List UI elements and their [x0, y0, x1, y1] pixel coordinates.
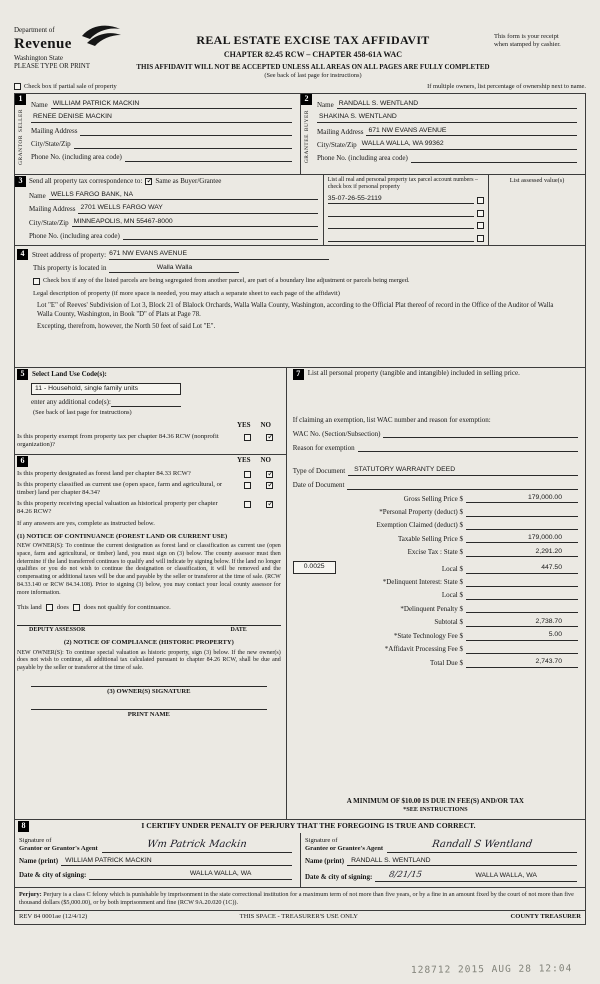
current-use-checkboxes: [237, 481, 281, 489]
historic-no-checkbox[interactable]: [266, 501, 273, 508]
land-use-code-box[interactable]: [31, 383, 181, 395]
personal-property-deduct-value[interactable]: [466, 508, 578, 517]
buyer-label: BUYER: [304, 110, 311, 132]
certify-row: [15, 820, 585, 833]
exempt-question: Is this property exempt from property tax per chapter 84.36 RCW (nonprofit organization)?: [17, 432, 219, 448]
money-row: [293, 631, 578, 640]
segregated-line: [33, 277, 577, 286]
excise-tax-state-label: Excise Tax : State $: [407, 548, 463, 557]
excise-tax-state-value[interactable]: 2,291.20: [466, 548, 578, 557]
land-use-header: [17, 369, 281, 380]
current-use-question-row: [17, 481, 281, 497]
seller-city-line: [31, 140, 292, 149]
excise-tax-local-label: Local $: [441, 565, 463, 574]
seller-mailing-line: [31, 127, 292, 136]
seller-phone-line: [31, 153, 292, 162]
dor-logo: [14, 26, 132, 62]
header-titles: [132, 26, 494, 60]
seller-side-label: [15, 94, 28, 170]
historic-question-row: [17, 500, 281, 516]
header-instruction-row: [14, 63, 586, 80]
grantee-date-label: Date & city of signing:: [305, 872, 373, 881]
current-use-no-checkbox[interactable]: [266, 482, 273, 489]
form-chapter: CHAPTER 82.45 RCW – CHAPTER 458-61A WAC: [223, 50, 403, 59]
section-8-number: 8: [18, 821, 29, 832]
same-as-buyer-label: Same as Buyer/Grantee: [155, 176, 222, 185]
corr-phone-line: [29, 231, 318, 240]
receipt-note-line2: when stamped by cashier.: [494, 41, 561, 49]
no-header-2: NO: [260, 455, 271, 464]
exemption-claimed-value[interactable]: [466, 521, 578, 530]
legal-description-excepting: Excepting, therefrom, however, the North 50 feet of said Lot "E".: [37, 323, 216, 331]
grantee-label: GRANTEE: [304, 134, 311, 164]
yes-header-2: YES: [236, 455, 251, 464]
deputy-assessor-label: DEPUTY ASSESSOR: [29, 626, 86, 633]
grantee-signature-block: [300, 833, 585, 887]
money-row-local-rate: [293, 561, 578, 573]
located-label: This property is located in: [33, 264, 107, 273]
owners-signature-line[interactable]: [31, 686, 267, 687]
same-as-buyer-checkbox[interactable]: [145, 178, 152, 185]
section-1-number: 1: [15, 94, 26, 105]
seller-name2-line: [31, 113, 292, 122]
section-2-number: 2: [301, 94, 312, 105]
seller-name2-value[interactable]: RENEE DENISE MACKIN: [31, 113, 292, 122]
grantor-signature-block: [15, 833, 300, 887]
forest-land-checkboxes: [237, 470, 281, 478]
buyer-mailing-line: [317, 127, 577, 136]
total-due-value[interactable]: 2,743.70: [466, 658, 578, 667]
historic-yes-checkbox[interactable]: [244, 501, 251, 508]
yes-header: YES: [236, 420, 251, 429]
rev-number: REV 84 0001ae (12/4/12): [19, 912, 88, 920]
reason-label: Reason for exemption: [292, 443, 355, 452]
partial-sale-label: Check box if partial sale of property: [24, 82, 117, 90]
grantee-signature-field[interactable]: [387, 839, 577, 853]
money-row: [293, 645, 578, 654]
parcel-number-value-3[interactable]: [328, 220, 474, 229]
corr-name-label: Name: [29, 191, 46, 200]
revenue-swoosh-icon: [80, 23, 122, 49]
money-row: [293, 604, 578, 613]
delinquent-interest-state-value[interactable]: [466, 578, 578, 587]
logo-revenue-line: Revenue: [14, 35, 72, 52]
grantee-name-line: [305, 857, 577, 866]
delinquent-penalty-value[interactable]: [466, 604, 578, 613]
perjury-text: Perjury is a class C felony which is punishable by imprisonment in the state correctional institution for a maximum term of not more than five years, or by a fine in an amount fixed by the court of not more than five thousand dollars ($5,000.00), or by both imprisonment and fine (RCW 9A.20.020 (1C)).: [19, 890, 574, 906]
exempt-question-row: [17, 433, 281, 449]
assessed-values-column: [488, 175, 585, 245]
multi-owner-note: If multiple owners, list percentage of ownership next to name.: [427, 82, 586, 90]
grantee-name-value[interactable]: RANDALL S. WENTLAND: [347, 857, 577, 866]
grantor-sig-label: [19, 837, 102, 852]
exemption-claimed-label: Exemption Claimed (deduct) $: [376, 521, 463, 530]
corr-city-line: [29, 218, 318, 227]
seller-mailing-label: Mailing Address: [31, 127, 78, 136]
county-treasurer-label: COUNTY TREASURER: [510, 912, 581, 920]
reason-value[interactable]: [358, 443, 578, 452]
corr-phone-value[interactable]: [123, 231, 318, 240]
exempt-checkboxes: [237, 433, 281, 441]
exempt-yes-checkbox[interactable]: [244, 434, 251, 441]
additional-codes-value[interactable]: [111, 398, 181, 407]
money-row: [293, 494, 578, 503]
date-label: DATE: [230, 626, 247, 633]
wac-label: WAC No. (Section/Subsection): [292, 429, 381, 438]
section-1-seller: [15, 94, 300, 174]
historic-checkboxes: [237, 500, 281, 508]
parcel-row: [328, 195, 484, 204]
buyer-phone-line: [317, 154, 577, 163]
located-value[interactable]: Walla Walla: [109, 264, 239, 273]
partial-sale-row: [14, 83, 586, 91]
receipt-note: [494, 26, 586, 49]
buyer-city-line: [317, 140, 577, 149]
notice-compliance-text: NEW OWNER(S): To continue special valuation as historic property, sign (3) below. If the new owner(s) does not wish to continue, all additional tax calculated pursuant to chapter 84.26 RCW, shall be due and payable by the seller or transferor at the time of sale.: [17, 649, 281, 672]
legal-description-label: Legal description of property (if more space is needed, you may attach a separate sheet to each page of the affidavit): [33, 289, 340, 297]
exempt-no-checkbox[interactable]: [266, 434, 273, 441]
additional-codes-label: enter any additional code(s):: [31, 398, 111, 407]
grantee-signature-line: [305, 835, 577, 853]
forest-land-question-row: [17, 470, 281, 478]
doc-type-label: Type of Document: [292, 466, 346, 475]
buyer-name2-value[interactable]: SHAKINA S. WENTLAND: [317, 113, 577, 122]
minimum-fee-note: [293, 789, 578, 814]
grantor-name-line: [19, 857, 292, 866]
if-yes-note: If any answers are yes, complete as instructed below.: [17, 519, 155, 527]
section-2-buyer: [300, 94, 585, 174]
subtotal-label: Subtotal $: [434, 618, 463, 627]
forest-no-checkbox[interactable]: [266, 471, 273, 478]
reason-line: [293, 443, 578, 452]
local-rate-box[interactable]: 0.0025: [293, 561, 336, 573]
grantor-date-line: [19, 870, 292, 880]
middle-sections-row: [15, 367, 585, 819]
buyer-city-value[interactable]: WALLA WALLA, WA 99362: [360, 140, 577, 149]
grantee-date-value[interactable]: [375, 870, 435, 882]
sec5-see-back: (See back of last page for instructions): [33, 408, 132, 416]
money-row: [293, 521, 578, 530]
see-back-line: (See back of last page for instructions): [264, 72, 362, 79]
corr-phone-label: Phone No. (including area code): [29, 231, 120, 240]
section-6-number: 6: [17, 456, 28, 467]
delinquent-interest-state-label: *Delinquent Interest: State $: [382, 578, 463, 587]
parcel-number-value-4[interactable]: [328, 233, 474, 242]
logo-state-line: Washington State: [14, 53, 64, 62]
money-row: [293, 591, 578, 600]
seller-city-value[interactable]: [74, 140, 292, 149]
corr-mailing-value[interactable]: 2701 WELLS FARGO WAY: [78, 204, 317, 213]
affidavit-processing-fee-value[interactable]: [466, 645, 578, 654]
grantor-city-value[interactable]: WALLA WALLA, WA: [149, 870, 292, 879]
section-4-number: 4: [17, 249, 28, 260]
exemption-intro: If claiming an exemption, list WAC number and reason for exemption:: [292, 415, 491, 424]
personal-property-checkbox-2[interactable]: [477, 210, 484, 217]
grantor-sig-label-1: Signature of: [19, 837, 52, 845]
buyer-city-label: City/State/Zip: [317, 141, 357, 150]
section-7-number: 7: [293, 369, 304, 380]
legal-description-text: Lot "E" of Reeves' Subdivision of Lot 3, Block 21 of Blalock Orchards, Walla Walla County, Washington, according to the Official Plat thereof of record in the Office of the Auditor of Walla Walla County, Washington, in Book "D" of Plats at Page 78.: [37, 302, 554, 318]
state-technology-fee-value[interactable]: 5.00: [466, 631, 578, 640]
affidavit-form: [14, 93, 586, 925]
certify-statement: I CERTIFY UNDER PENALTY OF PERJURY THAT THE FOREGOING IS TRUE AND CORRECT.: [141, 821, 476, 831]
corr-city-value[interactable]: MINNEAPOLIS, MN 55467-8000: [72, 218, 318, 227]
partial-sale-checkbox[interactable]: [14, 83, 21, 90]
sec5-yes-no-header: [17, 421, 281, 430]
owners-signature-label: (3) OWNER(S) SIGNATURE: [107, 687, 191, 695]
parcel-row: [328, 220, 484, 229]
money-row: [293, 578, 578, 587]
deputy-assessor-labels: [17, 626, 281, 635]
current-use-yes-checkbox[interactable]: [244, 482, 251, 489]
excise-tax-local-value[interactable]: 447.50: [466, 564, 578, 573]
grantor-name-label: Name (print): [19, 857, 59, 866]
grantee-date-handwriting: 8/21/15: [388, 869, 423, 880]
total-due-label: Total Due $: [430, 658, 463, 667]
state-technology-fee-label: *State Technology Fee $: [393, 631, 463, 640]
seller-mailing-value[interactable]: [80, 127, 292, 136]
seller-phone-label: Phone No. (including area code): [31, 153, 122, 162]
notice-continuance-title: (1) NOTICE OF CONTINUANCE (FOREST LAND OR CURRENT USE): [17, 532, 228, 540]
gross-selling-price-value[interactable]: 179,000.00: [466, 494, 578, 503]
section-8-certification: [15, 819, 585, 887]
parcel-row: [328, 208, 484, 217]
warning-wrap: [132, 63, 494, 80]
left-column: [15, 368, 286, 819]
delinquent-interest-local-value[interactable]: [466, 591, 578, 600]
perjury-label: Perjury:: [19, 890, 42, 898]
money-row: [293, 658, 578, 667]
grantee-sig-label: [305, 837, 387, 852]
type-or-print-label: PLEASE TYPE OR PRINT: [14, 63, 90, 71]
grantor-signature-field[interactable]: [102, 839, 292, 853]
doc-date-value[interactable]: [347, 481, 578, 490]
segregated-label: Check box if any of the listed parcels are being segregated from another parcel, are part of a boundary line adjustment or parcels being merged.: [43, 276, 410, 284]
form-title: REAL ESTATE EXCISE TAX AFFIDAVIT: [196, 33, 430, 47]
notice-compliance-title: (2) NOTICE OF COMPLIANCE (HISTORIC PROPERTY): [63, 639, 234, 647]
seller-name-label: Name: [31, 100, 48, 109]
taxable-selling-price-label: Taxable Selling Price $: [397, 534, 463, 543]
personal-property-header: [293, 369, 578, 380]
gross-selling-price-label: Gross Selling Price $: [403, 494, 463, 503]
parcel-row: [328, 233, 484, 242]
buyer-mailing-value[interactable]: 671 NW EVANS AVENUE: [366, 127, 577, 136]
grantor-signature: Wm Patrick Mackin: [146, 839, 248, 850]
does-label: does: [56, 603, 69, 611]
forest-land-question: Is this property designated as forest land per chapter 84.33 RCW?: [17, 469, 191, 477]
grantor-sig-label-2: Grantor or Grantor's Agent: [19, 844, 98, 852]
seller-name-line: [31, 100, 292, 109]
corr-city-label: City/State/Zip: [29, 218, 69, 227]
sec6-yes-no-header: [28, 456, 281, 465]
does-checkbox[interactable]: [46, 604, 53, 611]
located-line: [33, 264, 577, 273]
send-correspondence-label: Send all property tax correspondence to:: [29, 176, 143, 185]
see-instructions-line: *SEE INSTRUCTIONS: [403, 805, 468, 813]
personal-property-checkbox-4[interactable]: [477, 235, 484, 242]
grantee-sig-label-1: Signature of: [305, 837, 338, 845]
seller-name-value[interactable]: WILLIAM PATRICK MACKIN: [51, 100, 292, 109]
taxable-selling-price-value[interactable]: 179,000.00: [466, 534, 578, 543]
print-name-label: PRINT NAME: [127, 711, 170, 719]
personal-property-blank-area[interactable]: [293, 380, 578, 416]
treasurer-space-label: THIS SPACE - TREASURER'S USE ONLY: [239, 912, 358, 920]
perjury-notice: [15, 887, 585, 910]
section-5-number: 5: [17, 369, 28, 380]
seller-city-label: City/State/Zip: [31, 140, 71, 149]
grantor-date-label: Date & city of signing:: [19, 870, 87, 879]
grantor-date-value[interactable]: [89, 870, 149, 880]
grantor-label: GRANTOR: [18, 134, 25, 165]
section-5-land-use: [15, 368, 286, 454]
corr-mailing-line: [29, 204, 318, 213]
street-address-label: Street address of property:: [32, 250, 107, 259]
wac-line: [293, 429, 578, 438]
seller-buyer-row: [15, 94, 585, 174]
does-not-label: does not qualify for continuance.: [83, 603, 171, 611]
seller-label: SELLER: [18, 108, 25, 132]
correspondence-header: [15, 176, 318, 187]
receipt-note-line1: This form is your receipt: [494, 33, 559, 40]
buyer-fields: [314, 94, 577, 170]
section-7-tax: [286, 368, 585, 819]
street-address-line: [17, 249, 577, 260]
delinquent-penalty-label: *Delinquent Penalty $: [400, 604, 463, 613]
cashier-stamp: 128712 2015 AUG 28 12:04: [410, 963, 573, 976]
section-3-number: 3: [15, 176, 26, 187]
no-header: NO: [260, 420, 271, 429]
warning-line: THIS AFFIDAVIT WILL NOT BE ACCEPTED UNLESS ALL AREAS ON ALL PAGES ARE FULLY COMPLETED: [136, 63, 490, 72]
forest-yes-checkbox[interactable]: [244, 471, 251, 478]
corr-name-value[interactable]: WELLS FARGO BANK, NA: [49, 191, 318, 200]
historic-question: Is this property receiving special valuation as historical property per chapter 84.26 RCW?: [17, 500, 218, 516]
land-use-code-value: 11 - Household, single family units: [35, 384, 139, 392]
street-address-value[interactable]: 671 NW EVANS AVENUE: [109, 250, 329, 259]
parcel-number-value[interactable]: 35-07-26-55-2119: [328, 195, 474, 204]
corr-mailing-label: Mailing Address: [29, 205, 76, 214]
grantee-date-line: [305, 870, 577, 882]
buyer-phone-label: Phone No. (including area code): [317, 154, 408, 163]
buyer-name2-line: [317, 113, 577, 122]
does-not-checkbox[interactable]: [73, 604, 80, 611]
print-name-line[interactable]: [31, 709, 267, 710]
continuance-qualify-row: [17, 604, 281, 612]
additional-codes-line: [31, 398, 281, 407]
money-row: [293, 618, 578, 627]
personal-property-deduct-label: *Personal Property (deduct) $: [379, 507, 463, 516]
doc-date-line: [293, 481, 578, 490]
seller-phone-value[interactable]: [125, 153, 292, 162]
buyer-name-label: Name: [317, 100, 334, 109]
affidavit-processing-fee-label: *Affidavit Processing Fee $: [384, 645, 463, 654]
buyer-name-value[interactable]: RANDALL S. WENTLAND: [337, 100, 577, 109]
grantee-sig-label-2: Grantee or Grantee's Agent: [305, 844, 384, 852]
buyer-side-label: [301, 94, 314, 170]
grantee-name-label: Name (print): [305, 857, 345, 866]
minimum-fee-line: A MINIMUM OF $10.00 IS DUE IN FEE(S) AND/OR TAX: [346, 796, 524, 805]
money-row: [293, 548, 578, 557]
grantor-signature-line: [19, 835, 292, 853]
this-land-label: This land: [17, 603, 42, 611]
parcel-number-value-2[interactable]: [328, 208, 474, 217]
notice-continuance-text: NEW OWNER(S): To continue the current designation as forest land or classification as current use (open space, farm and agricultural, or timber) land, you must sign on (3) below. The county assessor must then determine if the land transferred continues to qualify and will indicate by signing below. If the land no longer qualifies or you do not wish to continue the designation or classification, it will be removed and the compensating or additional taxes will be due and payable by the seller or transferor at the time of sale. (RCW 84.33.140 or RCW 84.34.108). Prior to signing (3) below, you may contact your local county assessor for more information.: [17, 543, 281, 596]
personal-property-label: List all personal property (tangible and intangible) included in selling price.: [307, 368, 520, 377]
buyer-mailing-label: Mailing Address: [317, 127, 364, 136]
buyer-name-line: [317, 100, 577, 109]
land-use-title: Select Land Use Code(s):: [32, 369, 107, 378]
section-4-property: [15, 245, 585, 367]
subtotal-value[interactable]: 2,738.70: [466, 618, 578, 627]
segregated-checkbox[interactable]: [33, 278, 40, 285]
logo-dept-line: Department of: [14, 26, 55, 34]
delinquent-interest-local-label: Local $: [441, 591, 463, 600]
corr-name-line: [29, 191, 318, 200]
correspondence-fields: [15, 175, 323, 245]
current-use-question: Is this property classified as current use (open space, farm and agricultural, or timber) land per chapter 84.34?: [17, 480, 223, 496]
grantee-city-value[interactable]: WALLA WALLA, WA: [435, 872, 577, 881]
personal-property-checkbox-3[interactable]: [477, 222, 484, 229]
section-3-correspondence: [15, 174, 585, 245]
buyer-phone-value[interactable]: [411, 154, 577, 163]
wac-value[interactable]: [383, 429, 578, 438]
form-header: [14, 26, 586, 62]
doc-type-value[interactable]: STATUTORY WARRANTY DEED: [348, 466, 578, 475]
personal-property-checkbox-1[interactable]: [477, 197, 484, 204]
doc-date-label: Date of Document: [292, 480, 345, 489]
assessed-values-header: List assessed value(s): [509, 176, 565, 184]
parcel-header: List all real and personal property tax parcel account numbers – check box if personal property: [327, 176, 478, 190]
signatures-row: [15, 833, 585, 887]
sec6-header-row: [17, 456, 281, 467]
money-row: [293, 534, 578, 543]
money-row: [293, 508, 578, 517]
footer-bar: [15, 910, 585, 924]
parcel-numbers-column: [323, 175, 488, 245]
seller-fields: [28, 94, 292, 170]
grantor-name-value[interactable]: WILLIAM PATRICK MACKIN: [61, 857, 292, 866]
doc-type-line: [293, 466, 578, 475]
section-6-designation: [15, 454, 286, 819]
grantee-signature: Randall S Wentland: [431, 839, 533, 850]
